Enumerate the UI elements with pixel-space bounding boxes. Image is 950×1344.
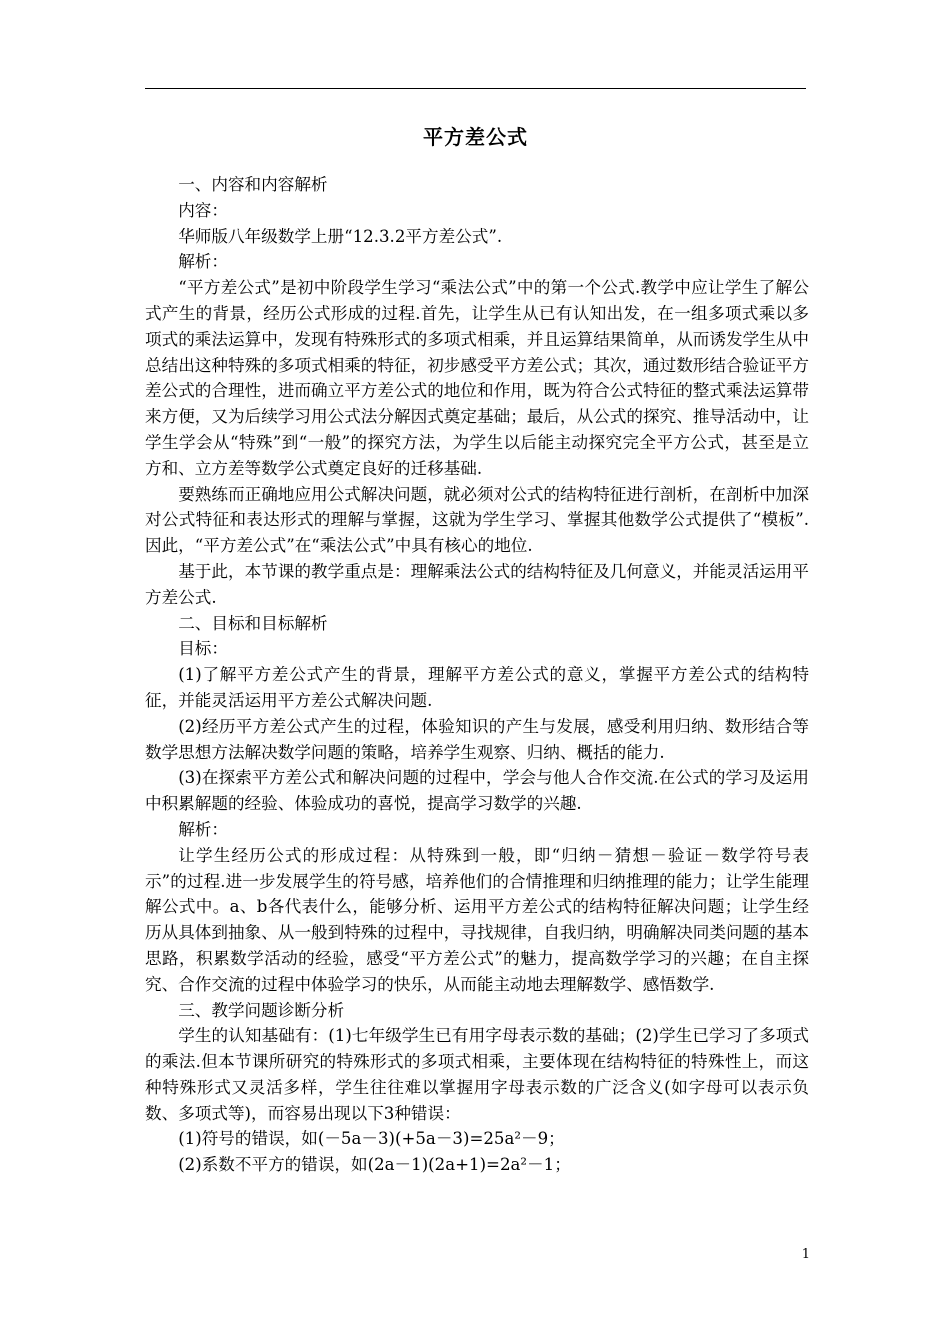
diagnosis-paragraph: 学生的认知基础有：(1)七年级学生已有用字母表示数的基础；(2)学生已学习了多项式的乘法.但本节课所研究的特殊形式的多项式相乘，主要体现在结构特征的特殊性上，而这种特殊形式又灵活多样，学生往往难以掌握用字母表示数的广泛含义(如字母可以表示负数、多项式等)，而容易出现以下3种错误：: [145, 1026, 809, 1123]
section-heading-content-analysis: 一、内容和内容解析: [178, 175, 328, 194]
section-heading-goals: 二、目标和目标解析: [178, 613, 328, 633]
analysis-paragraph-2: 要熟练而正确地应用公式解决问题，就必须对公式的结构特征进行剖析，在剖析中加深对公式特征和表达形式的理解与掌握，这就为学生学习、掌握其他数学公式提供了“模板”.因此，“平方差公式”在“乘法公式”中具有核心的地位.: [145, 484, 809, 556]
label-content: 内容：: [178, 200, 228, 220]
goal-item-2: (2)经历平方差公式产生的过程，体验知识的产生与发展，感受利用归纳、数形结合等数学思想方法解决数学问题的策略，培养学生观察、归纳、概括的能力.: [145, 716, 809, 762]
analysis-paragraph-3: 基于此，本节课的教学重点是：理解乘法公式的结构特征及几何意义，并能灵活运用平方差公式.: [145, 561, 809, 607]
page-number: 1: [801, 1247, 810, 1262]
analysis-paragraph-1: “平方差公式”是初中阶段学生学习“乘法公式”中的第一个公式.教学中应让学生了解公式产生的背景，经历公式形成的过程.首先，让学生从已有认知出发，在一组多项式乘以多项式的乘法运算中，发现有特殊形式的多项式相乘，并且运算结果简单，从而诱发学生从中总结出这种特殊的多项式相乘的特征，初步感受平方差公式；其次，通过数形结合验证平方差公式的合理性，进而确立平方差公式的地位和作用，既为符合公式特征的整式乘法运算带来方便，又为后续学习用公式法分解因式奠定基础；最后，从公式的探究、推导活动中，让学生学会从“特殊”到“一般”的探究方法，为学生以后能主动探究完全平方公式，甚至是立方和、立方差等数学公式奠定良好的迁移基础.: [145, 278, 809, 478]
goal-analysis-paragraph: 让学生经历公式的形成过程：从特殊到一般，即“归纳－猜想－验证－数学符号表示”的过程.进一步发展学生的符号感，培养他们的合情推理和归纳推理的能力；让学生能理解公式中。a、b各代表什么，能够分析、运用平方差公式的结构特征解决问题；让学生经历从具体到抽象、从一般到特殊的过程中，寻找规律，自我归纳，明确解决同类问题的基本思路，积累数学活动的经验，感受“平方差公式”的魅力，提高数学学习的兴趣；在自主探究、合作交流的过程中体验学习的快乐，从而能主动地去理解数学、感悟数学.: [145, 845, 809, 994]
label-goals: 目标：: [178, 639, 228, 659]
label-goal-analysis: 解析：: [178, 819, 228, 839]
goal-item-3: (3)在探索平方差公式和解决问题的过程中，学会与他人合作交流.在公式的学习及运用中积累解题的经验、体验成功的喜悦，提高学习数学的兴趣.: [145, 768, 809, 814]
header-rule: [145, 88, 806, 89]
error-item-1: (1)符号的错误，如(－5a－3)(+5a－3)=25a²－9；: [178, 1129, 565, 1149]
document-title: 平方差公式: [423, 125, 528, 149]
section-heading-diagnosis: 三、教学问题诊断分析: [178, 1000, 345, 1020]
document-body: [145, 172, 809, 1178]
goal-item-1: (1)了解平方差公式产生的背景，理解平方差公式的意义，掌握平方差公式的结构特征，并能灵活运用平方差公式解决问题.: [145, 665, 809, 710]
content-text: 华师版八年级数学上册“12.3.2平方差公式”.: [178, 226, 503, 246]
error-item-2: (2)系数不平方的错误，如(2a－1)(2a+1)=2a²－1；: [178, 1155, 571, 1175]
label-analysis: 解析：: [178, 252, 228, 272]
